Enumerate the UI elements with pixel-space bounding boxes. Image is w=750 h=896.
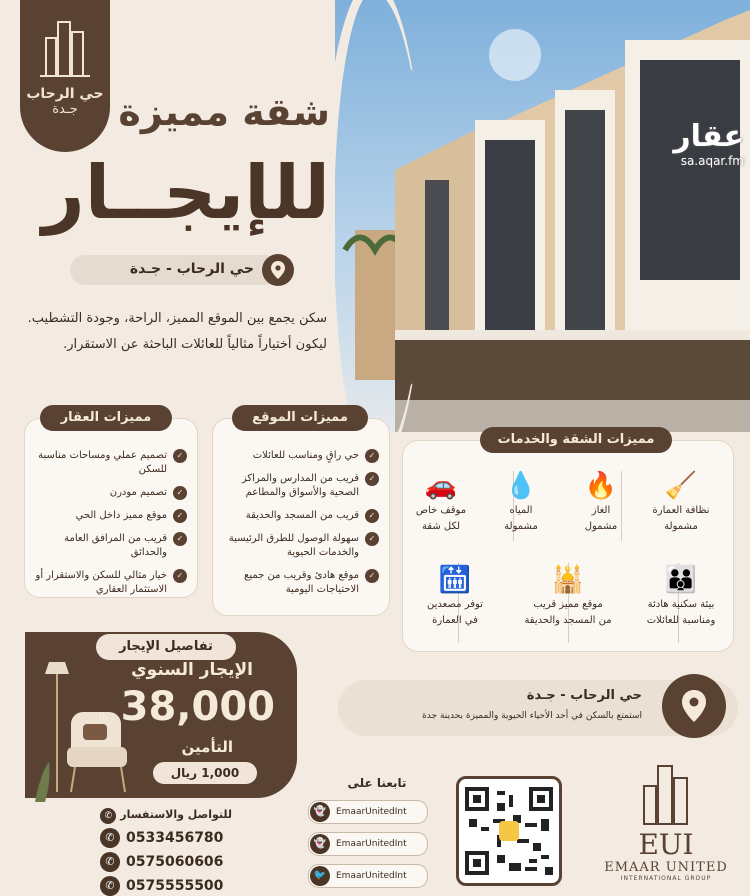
property-feature-item: ✓ موقع مميز داخل الحي: [33, 509, 187, 523]
location-banner-subtitle: استمتع بالسكن في أحد الأحياء الحيوية والمميزة بحدينة جدة: [422, 711, 642, 721]
snapchat-icon: 👻: [310, 834, 330, 854]
location-features-title: مميزات الموقع: [232, 405, 368, 431]
location-pill-text: حي الرحاب - جـدة: [129, 261, 254, 277]
watermark-url: sa.aqar.fm: [680, 154, 744, 168]
property-features-card: [24, 418, 198, 598]
company-short: EUI: [638, 828, 694, 861]
service-family-environment: 👪 بيئة سكنية هادئة ومناسبة للعائلات: [629, 563, 733, 629]
property-features-title: مميزات العقار: [40, 405, 172, 431]
service-gas: 🔥 الغاز مشمول: [549, 469, 653, 535]
phone-number[interactable]: ✆ 0575555500: [100, 876, 223, 896]
deposit-label: التأمين: [181, 738, 233, 756]
location-pill: [70, 255, 280, 285]
location-pin-icon: [662, 674, 726, 738]
rent-details-title: تفاصيل الإيجار: [96, 634, 236, 660]
location-feature-item: ✓ سهولة الوصول للطرق الرئيسية والخدمات الحيوية: [221, 532, 379, 560]
phone-icon: ✆: [100, 828, 120, 848]
district-logo: [20, 0, 110, 152]
social-link-snapchat[interactable]: 👻 EmaarUnitedInt: [308, 832, 428, 856]
description: سكن يجمع بين الموقع المميز، الراحة، وجودة التشطيب. ليكون أختياراً مثالياً للعائلات الباحثة عن الاستقرار.: [27, 311, 327, 352]
social-links: [308, 800, 428, 888]
snapchat-icon: 👻: [310, 802, 330, 822]
whatsapp-icon: ✆: [100, 808, 116, 824]
decorative-arc: [322, 0, 424, 474]
rent-amount: 38,000: [120, 684, 275, 730]
location-banner-title: حي الرحاب - جـدة: [526, 688, 642, 703]
headline-line1: شقة مميزة: [118, 90, 330, 134]
follow-title: تابعنا على: [347, 776, 407, 790]
deposit-value: 1,000 ريال: [153, 762, 257, 784]
phone-number[interactable]: ✆ 0533456780: [100, 828, 223, 848]
contact-title: للتواصل والاستفسار ✆: [92, 808, 232, 824]
service-water: 💧 المياه مشمولة: [469, 469, 573, 535]
property-feature-item: ✓ تصميم مودرن: [33, 486, 187, 500]
elevator-icon: 🛗: [438, 565, 472, 595]
location-pin-icon: [262, 254, 294, 286]
phone-number[interactable]: ✆ 0575060606: [100, 852, 223, 872]
property-feature-item: ✓ قريب من المرافق العامة والحدائق: [33, 532, 187, 560]
fire-icon: 🔥: [584, 471, 618, 501]
property-feature-item: ✓ تصميم عملي ومساحات مناسبة للسكن: [33, 449, 187, 477]
social-link-twitter[interactable]: 🐦 EmaarUnitedInt: [308, 864, 428, 888]
service-near-mosque: 🕌 موقع مميز قريب من المسجد والحديقة: [516, 563, 620, 629]
company-name: EMAAR UNITED: [604, 860, 728, 875]
property-feature-item: ✓ خيار مثالي للسكن والاستقرار أو الاستثمار العقاري: [33, 569, 187, 597]
district-name: حي الرحاب: [26, 86, 104, 102]
tower-icon: [636, 762, 696, 826]
services-title: مميزات الشقة والخدمات: [480, 427, 672, 453]
buildings-icon: [40, 18, 90, 78]
service-elevators: 🛗 توفر مصعدين في العمارة: [403, 563, 507, 629]
service-parking: 🚗 موقف خاص لكل شقة: [389, 469, 493, 535]
location-feature-item: ✓ قريب من المسجد والحديقة: [221, 509, 379, 523]
water-drop-icon: 💧: [504, 471, 538, 501]
mosque-icon: 🕌: [551, 565, 585, 595]
twitter-icon: 🐦: [310, 866, 330, 886]
location-feature-item: ✓ قريب من المدارس والمراكز الصحية والأسواق والمطاعم: [221, 472, 379, 500]
social-link-snapchat[interactable]: 👻 EmaarUnitedInt: [308, 800, 428, 824]
location-features-card: [212, 418, 390, 616]
family-icon: 👪: [664, 565, 698, 595]
broom-icon: 🧹: [664, 471, 698, 501]
car-icon: 🚗: [424, 471, 458, 501]
watermark-logo: عقار: [673, 119, 744, 154]
service-building-cleaning: 🧹 نظافة العمارة مشمولة: [629, 469, 733, 535]
services-card: [402, 440, 734, 652]
location-feature-item: ✓ موقع هادئ وقريب من جميع الاحتياجات اليومية: [221, 569, 379, 597]
annual-rent-label: الإيجار السنوي: [131, 660, 253, 680]
phone-list: [100, 828, 223, 896]
company-tagline: INTERNATIONAL GROUP: [620, 875, 712, 882]
phone-icon: ✆: [100, 852, 120, 872]
rent-currency: ريال: [93, 710, 115, 724]
location-banner: [338, 680, 738, 736]
qr-code-icon: [465, 787, 553, 875]
location-feature-item: ✓ حي راقٍ ومناسب للعائلات: [221, 449, 379, 463]
company-logo: [596, 762, 736, 890]
district-city: جـدة: [52, 102, 78, 117]
qr-code[interactable]: [456, 776, 562, 886]
headline-line2: للإيجــار: [42, 150, 330, 236]
phone-icon: ✆: [100, 876, 120, 896]
armchair-illustration: [27, 652, 137, 812]
